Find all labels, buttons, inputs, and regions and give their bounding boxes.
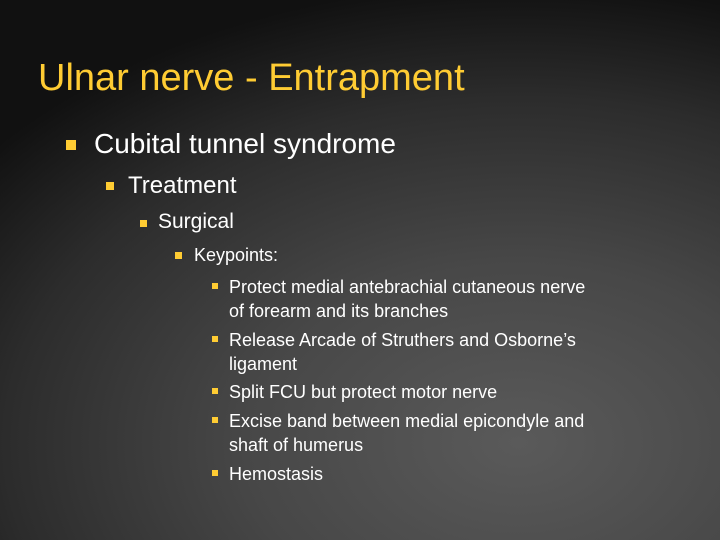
keypoint-text [229,275,639,323]
keypoint-text [229,328,639,376]
bullet-level2-text: Treatment [128,172,237,199]
bullet-level4-text: Keypoints: [194,245,279,265]
keypoint-line: ligament [229,354,298,374]
square-bullet-icon [140,220,147,227]
keypoint-line: shaft of humerus [229,435,364,455]
slide-title: Ulnar nerve - Entrapment [38,57,465,99]
square-bullet-icon [175,252,182,259]
square-bullet-icon [212,283,218,289]
square-bullet-icon [66,140,76,150]
square-bullet-icon [212,417,218,423]
square-bullet-icon [212,336,218,342]
keypoint-line: Excise band between medial epicondyle and [229,411,585,431]
keypoint-line: Hemostasis [229,464,324,484]
keypoint-line: Release Arcade of Struthers and Osborne’s [229,330,576,350]
keypoint-text [229,380,639,404]
bullet-level3-text: Surgical [158,210,234,233]
keypoint-text [229,462,639,486]
keypoint-line: Split FCU but protect motor nerve [229,382,498,402]
keypoint-text [229,409,639,457]
keypoint-line: Protect medial antebrachial cutaneous nerve [229,277,586,297]
keypoint-line: of forearm and its branches [229,301,449,321]
square-bullet-icon [212,470,218,476]
bullet-level1-text: Cubital tunnel syndrome [94,128,396,159]
square-bullet-icon [212,388,218,394]
square-bullet-icon [106,182,114,190]
